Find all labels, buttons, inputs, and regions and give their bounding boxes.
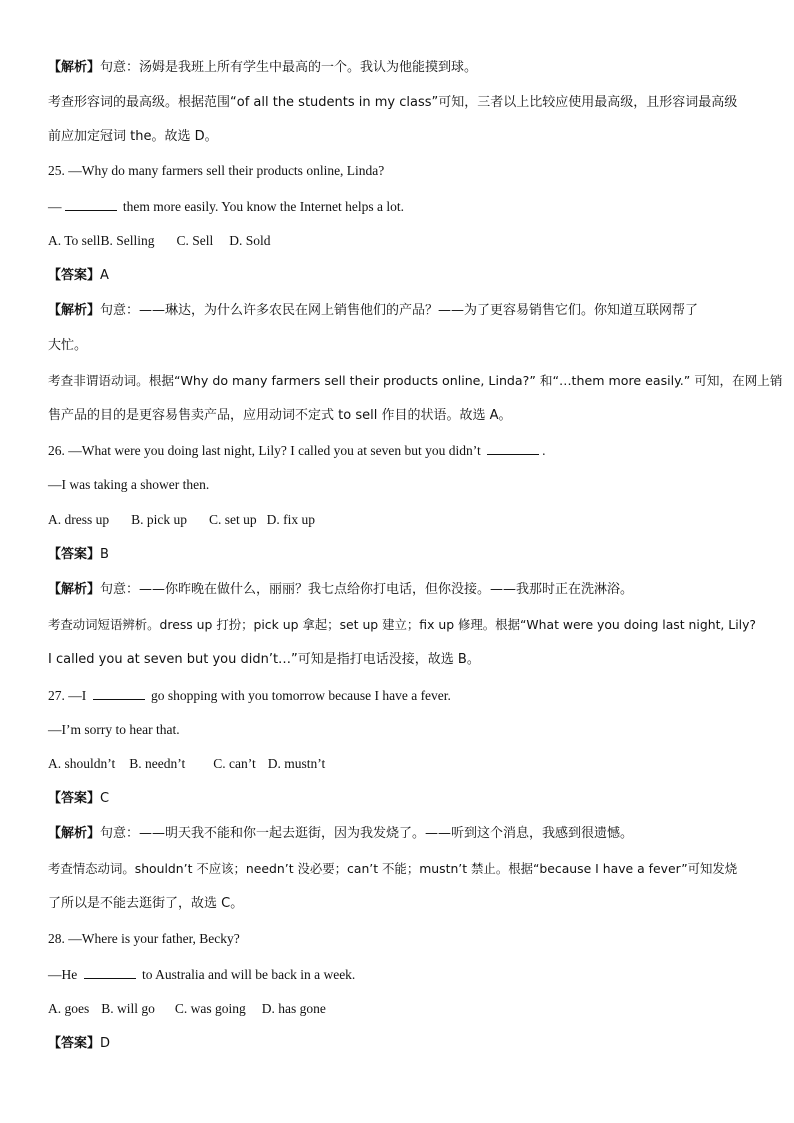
analysis-line <box>48 58 758 78</box>
question-27-line <box>48 685 758 706</box>
question-27-response: —I’m sorry to hear that. <box>48 722 180 737</box>
analysis-continued: 大忙。 <box>48 338 88 353</box>
option-a: A. shouldn’t <box>48 756 116 771</box>
analysis-text: 句意：——你昨晚在做什么，丽丽？我七点给你打电话，但你没接。——我那时正在洗淋浴。 <box>100 582 634 597</box>
explanation-line: I called you at seven but you didn’t…”可知是指打电话没接，故选 B。 <box>48 652 480 667</box>
question-27-options <box>48 754 758 774</box>
response-prefix: —He <box>48 967 81 982</box>
analysis-label: 【解析】 <box>48 826 101 841</box>
answer-blank <box>487 440 539 455</box>
option-a: A. goes <box>48 1001 90 1016</box>
question-28-options <box>48 999 758 1019</box>
option-b: B. Selling <box>100 233 155 248</box>
option-d: D. mustn’t <box>267 756 326 771</box>
response-suffix: them more easily. You know the Internet helps a lot. <box>119 199 404 214</box>
option-c: C. can’t <box>213 756 256 771</box>
question-text: 26. —What were you doing last night, Lily? I called you at seven but you didn’t <box>48 443 485 458</box>
option-a: A. To sell <box>48 233 101 248</box>
explanation-line: 考查非谓语动词。根据“Why do many farmers sell their products online, Linda?” 和“…them more easily.” 可知，在网上销 <box>48 373 783 388</box>
answer-blank <box>93 685 145 700</box>
explanation-line: 了所以是不能去逛街了，故选 C。 <box>48 896 244 911</box>
option-d: D. has gone <box>261 1001 326 1016</box>
answer-label: 【答案】 <box>48 1036 101 1051</box>
option-b: B. will go <box>101 1001 155 1016</box>
explanation-line: 售产品的目的是更容易售卖产品，应用动词不定式 to sell 作目的状语。故选 A。 <box>48 408 512 423</box>
answer-label: 【答案】 <box>48 791 101 806</box>
question-suffix: . <box>542 443 546 458</box>
answer-value: A <box>100 268 109 283</box>
option-c: C. was going <box>174 1001 246 1016</box>
analysis-label: 【解析】 <box>48 60 101 75</box>
response-suffix: to Australia and will be back in a week. <box>138 967 356 982</box>
analysis-text: 句意：——琳达，为什么许多农民在网上销售他们的产品？——为了更容易销售它们。你知道互联网帮了 <box>100 303 699 318</box>
question-25-options <box>48 231 758 251</box>
answer-value: B <box>100 547 109 562</box>
answer-line <box>48 545 758 565</box>
explanation-line: 考查形容词的最高级。根据范围“of all the students in my class”可知，三者以上比较应使用最高级，且形容词最高级 <box>48 95 738 110</box>
analysis-line <box>48 301 758 321</box>
answer-line <box>48 789 758 809</box>
answer-line <box>48 1034 758 1054</box>
option-d: D. Sold <box>229 233 271 248</box>
answer-label: 【答案】 <box>48 268 101 283</box>
analysis-line <box>48 824 758 844</box>
explanation-line: 考查情态动词。shouldn’t 不应该；needn’t 没必要；can’t 不能；mustn’t 禁止。根据“because I have a fever”可知发烧 <box>48 861 738 876</box>
question-26-line <box>48 440 758 461</box>
option-c: C. set up <box>209 512 257 527</box>
option-c: C. Sell <box>176 233 214 248</box>
question-text: 27. —I <box>48 688 90 703</box>
analysis-text: 句意：——明天我不能和你一起去逛街，因为我发烧了。——听到这个消息，我感到很遗憾。 <box>100 826 634 841</box>
analysis-label: 【解析】 <box>48 582 101 597</box>
answer-value: D <box>100 1036 111 1051</box>
answer-blank <box>84 964 136 979</box>
analysis-text: 句意：汤姆是我班上所有学生中最高的一个。我认为他能摸到球。 <box>100 60 478 75</box>
option-d: D. fix up <box>266 512 316 527</box>
analysis-label: 【解析】 <box>48 303 101 318</box>
question-25-line: 25. —Why do many farmers sell their products online, Linda? <box>48 163 385 178</box>
question-25-response <box>48 196 758 217</box>
analysis-line <box>48 580 758 600</box>
question-28-response <box>48 964 758 985</box>
question-28-line: 28. —Where is your father, Becky? <box>48 931 240 946</box>
option-b: B. pick up <box>131 512 187 527</box>
answer-line <box>48 266 758 286</box>
question-26-options <box>48 510 758 530</box>
option-a: A. dress up <box>48 512 110 527</box>
answer-blank <box>65 196 117 211</box>
answer-value: C <box>100 791 110 806</box>
question-suffix: go shopping with you tomorrow because I have a fever. <box>147 688 451 703</box>
option-b: B. needn’t <box>129 756 186 771</box>
explanation-line: 考查动词短语辨析。dress up 打扮；pick up 拿起；set up 建立；fix up 修理。根据“What were you doing last night, Lily? <box>48 617 756 632</box>
question-26-response: —I was taking a shower then. <box>48 477 210 492</box>
response-prefix: — <box>48 199 62 214</box>
explanation-line: 前应加定冠词 the。故选 D。 <box>48 129 218 144</box>
answer-label: 【答案】 <box>48 547 101 562</box>
